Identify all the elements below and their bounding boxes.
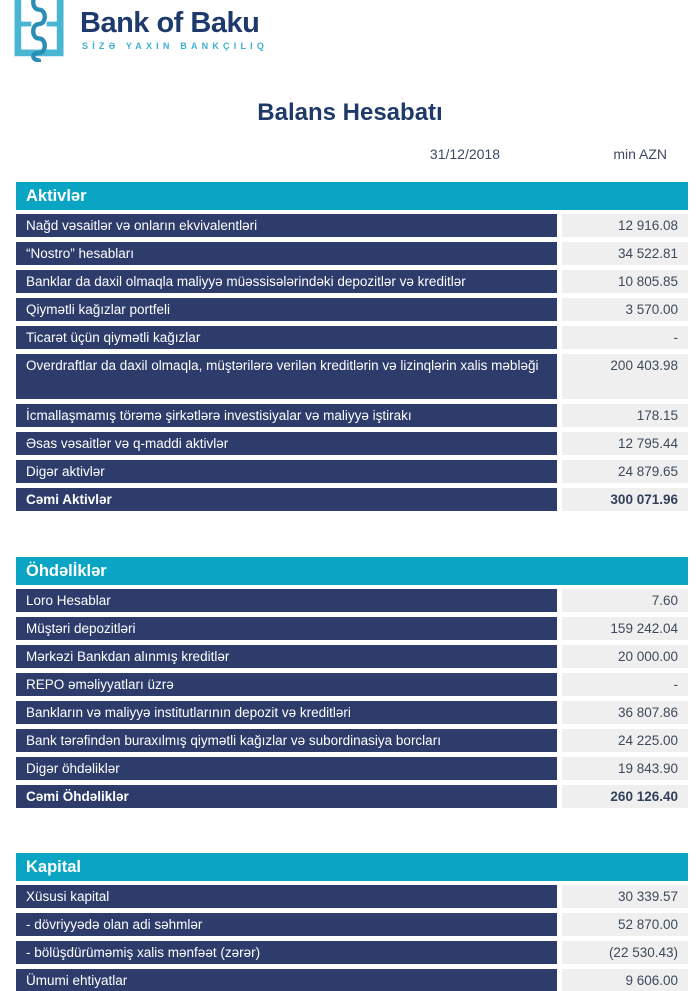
row-label: REPO əməliyyatları üzrə <box>16 673 557 696</box>
row-label: Loro Hesablar <box>16 589 557 612</box>
row-label: Qiymətli kağızlar portfeli <box>16 298 557 321</box>
brand-tagline: SİZƏ YAXIN BANKÇILIQ <box>82 41 269 52</box>
row-label: İcmallaşmamış törəmə şirkətlərə investisiyalar və maliyyə iştirakı <box>16 404 557 427</box>
table-row <box>16 270 688 293</box>
row-value: 10 805.85 <box>562 270 688 293</box>
row-label: Bankların və maliyyə institutlarının depozit və kreditləri <box>16 701 557 724</box>
row-label: Digər öhdəliklər <box>16 757 557 780</box>
table-row <box>16 242 688 265</box>
section-rows-liabilities <box>16 589 688 808</box>
report-date: 31/12/2018 <box>429 146 500 162</box>
row-value: 178.15 <box>562 404 688 427</box>
table-row <box>16 214 688 237</box>
brand-header <box>14 0 268 51</box>
section-header-capital: Kapital <box>16 853 688 881</box>
row-value: 34 522.81 <box>562 242 688 265</box>
row-value: 30 339.57 <box>562 885 688 908</box>
row-value: (22 530.43) <box>562 941 688 964</box>
row-label: Nağd vəsaitlər və onların ekvivalentləri <box>16 214 557 237</box>
table-row <box>16 617 688 640</box>
row-label: - bölüşdürüməmiş xalis mənfəət (zərər) <box>16 941 557 964</box>
section-header-liabilities: Öhdəlİklər <box>16 557 688 585</box>
table-row-total-liabilities <box>16 785 688 808</box>
row-label: Əsas vəsaitlər və q-maddi aktivlər <box>16 432 557 455</box>
row-label: Ticarət üçün qiymətli kağızlar <box>16 326 557 349</box>
table-row <box>16 729 688 752</box>
section-rows-assets <box>16 214 688 511</box>
chain-square-logo-icon <box>14 0 64 62</box>
section-rows-capital <box>16 885 688 991</box>
table-row <box>16 913 688 936</box>
table-row <box>16 645 688 668</box>
row-label: Overdraftlar da daxil olmaqla, müştərilərə verilən kreditlərin və lizinqlərin xalis məbləği <box>16 354 557 399</box>
row-label: Digər aktivlər <box>16 460 557 483</box>
row-label: Cəmi Öhdəliklər <box>16 785 557 808</box>
row-value: - <box>562 326 688 349</box>
row-value: 20 000.00 <box>562 645 688 668</box>
table-row <box>16 404 688 427</box>
page-title: Balans Hesabatı <box>257 99 443 126</box>
brand-name: Bank of Baku <box>80 7 260 39</box>
row-value: 36 807.86 <box>562 701 688 724</box>
row-value: - <box>562 673 688 696</box>
bank-of-baku-logo-icon <box>14 0 64 48</box>
currency-unit: min AZN <box>613 146 667 162</box>
table-row <box>16 460 688 483</box>
row-value: 9 606.00 <box>562 969 688 991</box>
row-value: 7.60 <box>562 589 688 612</box>
table-row <box>16 885 688 908</box>
table-row <box>16 673 688 696</box>
row-label: Müştəri depozitləri <box>16 617 557 640</box>
row-label: Bank tərəfindən buraxılmış qiymətli kağızlar və subordinasiya borcları <box>16 729 557 752</box>
section-liabilities <box>16 557 688 808</box>
table-row <box>16 757 688 780</box>
row-value: 24 225.00 <box>562 729 688 752</box>
section-assets <box>16 182 688 511</box>
row-value: 300 071.96 <box>562 488 688 511</box>
row-label: - dövriyyədə olan adi səhmlər <box>16 913 557 936</box>
row-value: 3 570.00 <box>562 298 688 321</box>
table-row <box>16 326 688 349</box>
row-value: 12 795.44 <box>562 432 688 455</box>
balance-table <box>16 182 688 991</box>
table-row <box>16 354 688 399</box>
row-label: Mərkəzi Bankdan alınmış kreditlər <box>16 645 557 668</box>
row-value: 159 242.04 <box>562 617 688 640</box>
row-label: Banklar da daxil olmaqla maliyyə müəssisələrindəki depozitlər və kreditlər <box>16 270 557 293</box>
row-value: 12 916.08 <box>562 214 688 237</box>
table-row <box>16 589 688 612</box>
table-row <box>16 941 688 964</box>
table-row <box>16 298 688 321</box>
row-value: 200 403.98 <box>562 354 688 399</box>
brand-text <box>80 0 268 51</box>
row-label: “Nostro” hesabları <box>16 242 557 265</box>
date-row <box>0 146 700 166</box>
row-label: Ümumi ehtiyatlar <box>16 969 557 991</box>
row-value: 52 870.00 <box>562 913 688 936</box>
table-row <box>16 701 688 724</box>
table-row <box>16 432 688 455</box>
row-label: Cəmi Aktivlər <box>16 488 557 511</box>
section-header-assets: Aktivlər <box>16 182 688 210</box>
row-value: 19 843.90 <box>562 757 688 780</box>
section-capital <box>16 853 688 991</box>
row-value: 260 126.40 <box>562 785 688 808</box>
row-label: Xüsusi kapital <box>16 885 557 908</box>
table-row <box>16 969 688 991</box>
row-value: 24 879.65 <box>562 460 688 483</box>
table-row-total-assets <box>16 488 688 511</box>
